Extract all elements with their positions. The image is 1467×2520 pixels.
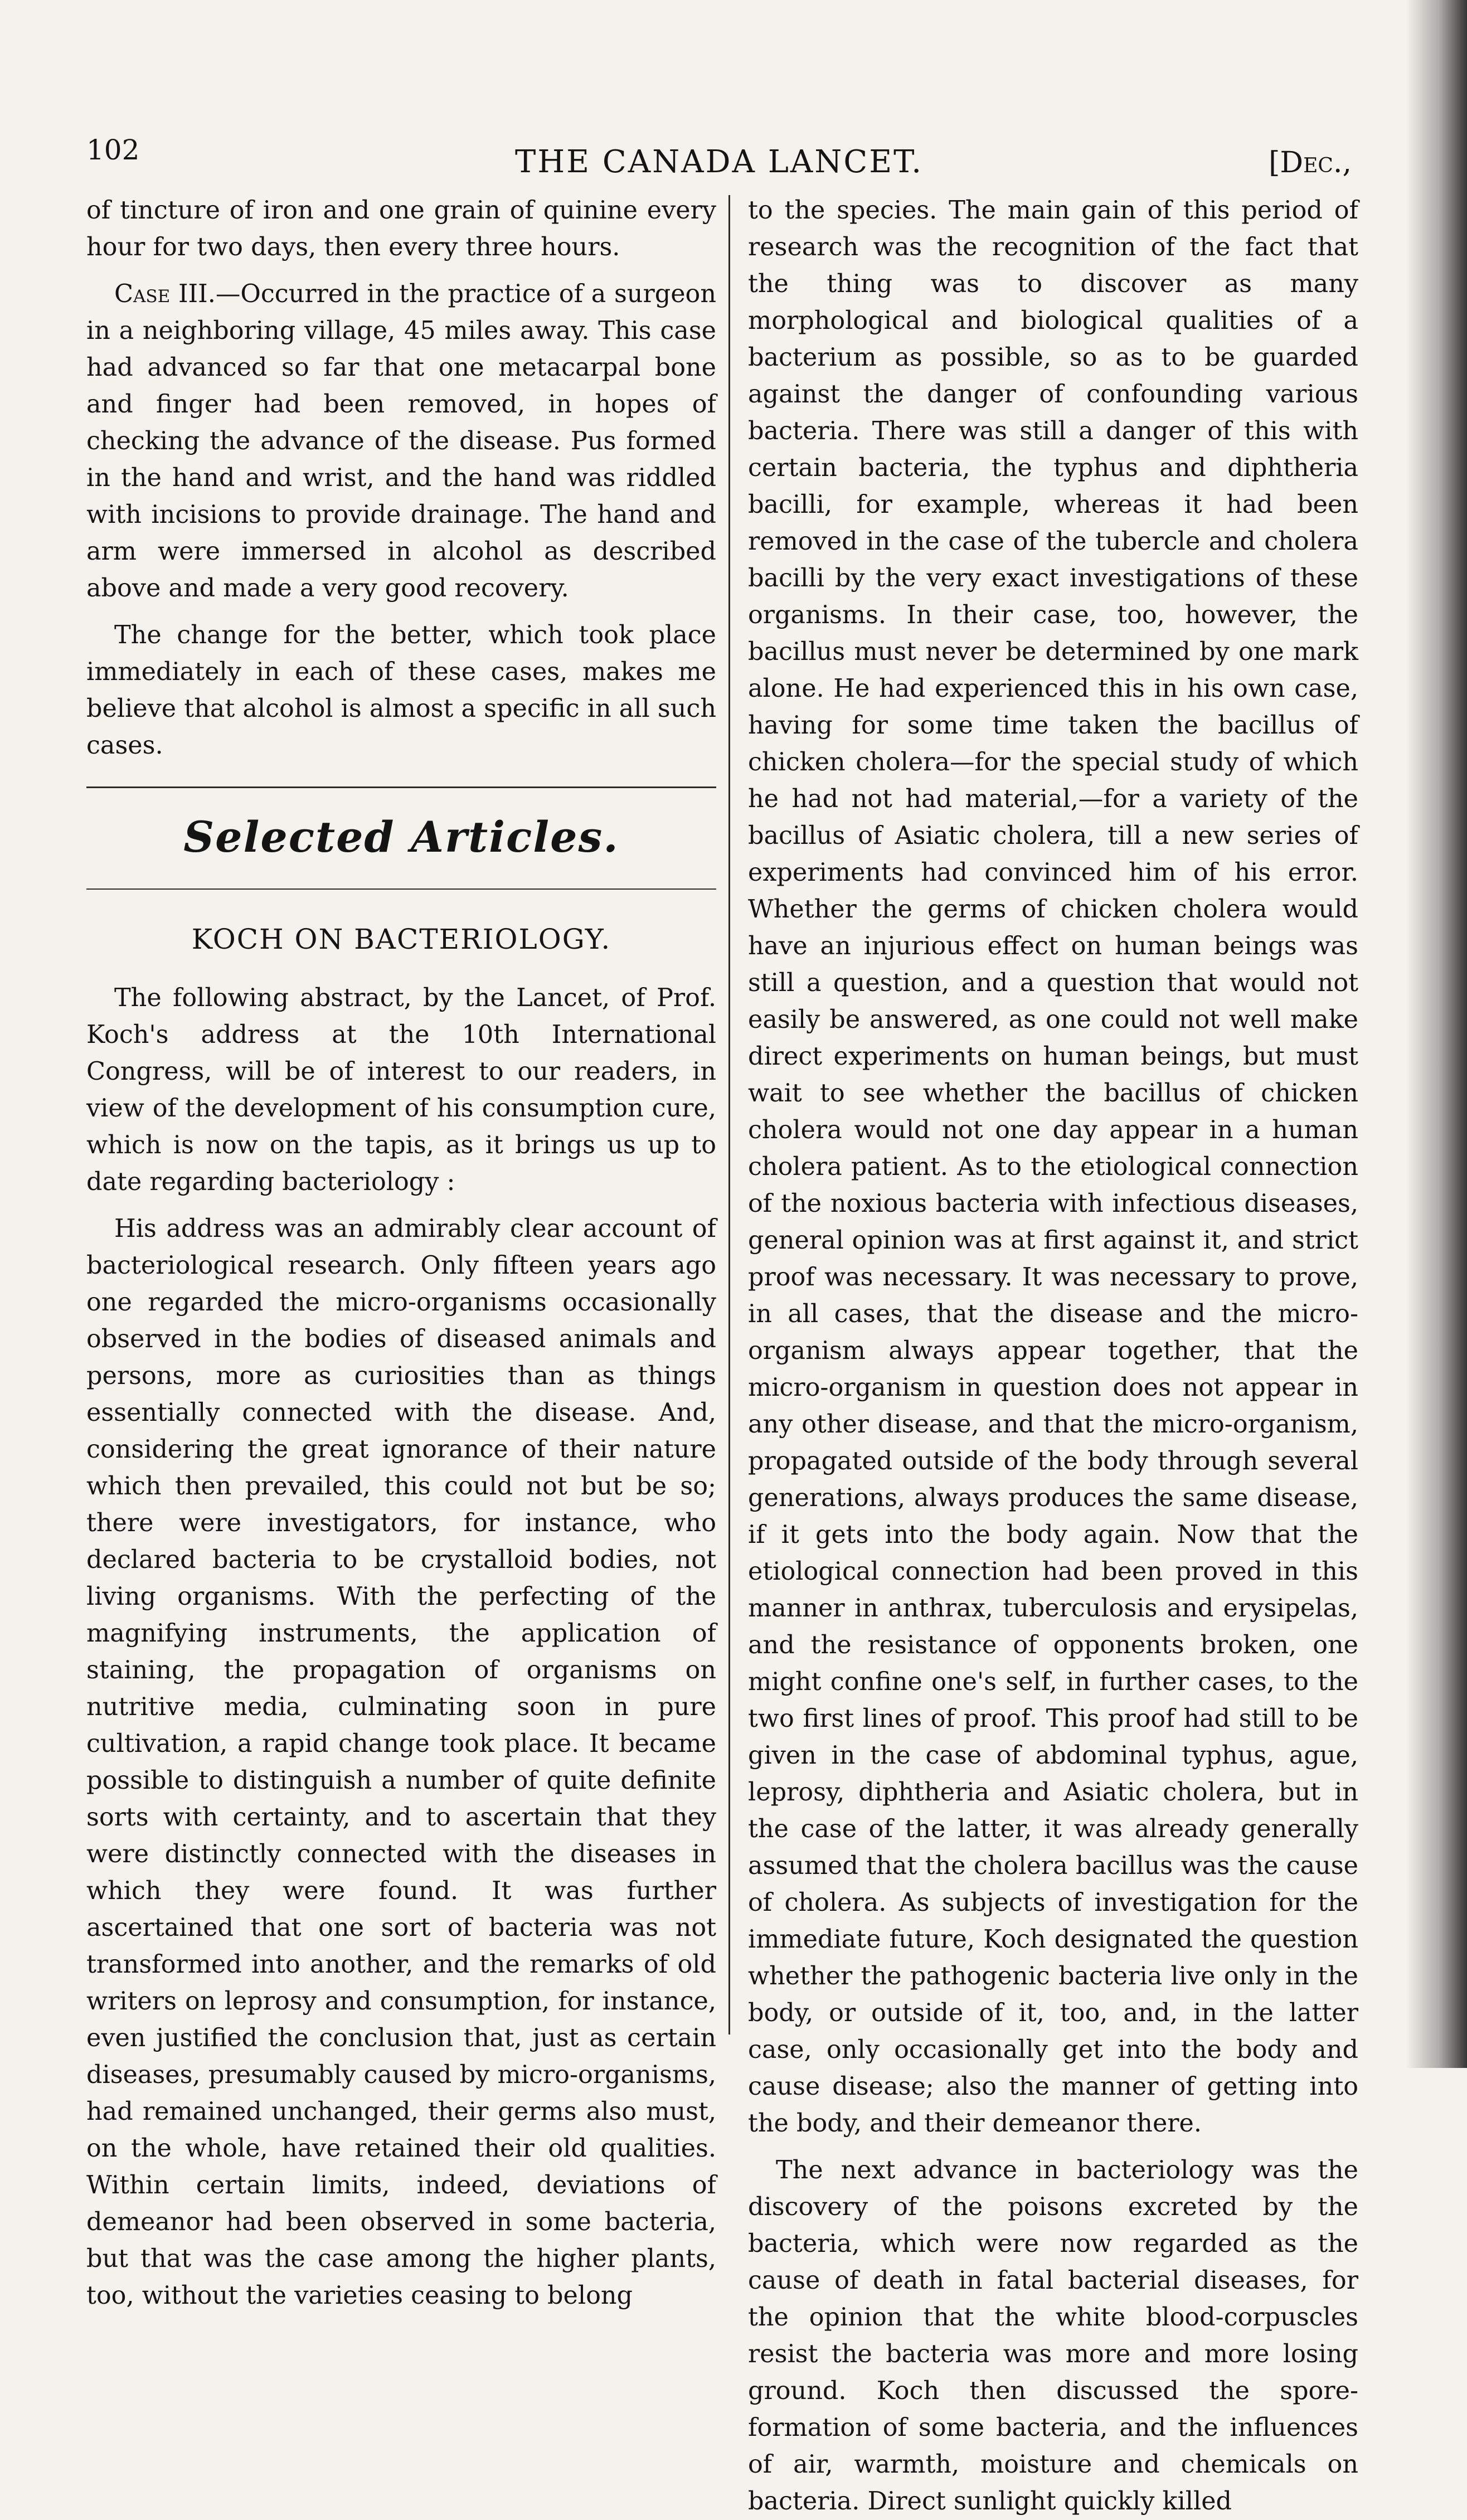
conclusion-paragraph: The change for the better, which took place immediately in each of these cases, makes me believe that alcohol is almost a specific in all such cases.: [86, 621, 716, 760]
section-heading: Selected Articles.: [183, 812, 619, 862]
column-divider: [728, 195, 730, 2035]
intro-paragraph: The following abstract, by the Lancet, of Prof. Koch's address at the 10th International Congress, will be of interest to our readers, in view of the development of his consumption cure, which is now on the tapis, as it brings us up to date regarding bacteriology :: [86, 984, 716, 1196]
right-paragraph-2: The next advance in bacteriology was the discovery of the poisons excreted by the bacteria, which were now regarded as the cause of death in fatal bacterial diseases, for the opinion that the white blood-corpuscles resist the bacteria was more and more losing ground. Koch then discussed the spore-formation of some bacteria, and the influences of air, warmth, moisture and chemicals on bacteria. Direct sunlight quickly killed: [748, 2156, 1358, 2516]
page-header: [86, 134, 1352, 184]
running-title: THE CANADA LANCET.: [514, 144, 923, 180]
continuation-paragraph: of tincture of iron and one grain of quinine every hour for two days, then every three hours.: [86, 196, 716, 261]
right-paragraph-1: to the species. The main gain of this period of research was the recognition of the fact that the thing was to discover as many morphological and biological qualities of a bacterium as possible, so as to be guarded against the danger of confounding various bacteria. There was still a danger of this with certain bacteria, the typhus and diphtheria bacilli, for example, whereas it had been removed in the case of the tubercle and cholera bacilli by the very exact investigations of these organisms. In their case, too, however, the bacillus must never be determined by one mark alone. He had experienced this in his own case, having for some time taken the bacillus of chicken cholera—for the special study of which he had not had material,—for a variety of the bacillus of Asiatic cholera, till a new series of experiments had convinced him of his error. Whether the germs of chicken cholera would have an injurious effect on human beings was still a question, and a question that would not easily be answered, as one could not well make direct experiments on human beings, but must wait to see whether the bacillus of chicken cholera would not one day appear in a human cholera patient. As to the etiological connection of the noxious bacteria with infectious diseases, general opinion was at first against it, and strict proof was necessary. It was necessary to prove, in all cases, that the disease and the micro-organism always appear together, that the micro-organism in question does not appear in any other disease, and that the micro-organism, propagated outside of the body through several generations, always produces the same disease, if it gets into the body again. Now that the etiological connection had been proved in this manner in anthrax, tuberculosis and erysipelas, and the resistance of opponents broken, one might confine one's self, in further cases, to the two first lines of proof. This proof had still to be given in the case of abdominal typhus, ague, leprosy, diphtheria and Asiatic cholera, but in the case of the latter, it was already generally assumed that the cholera bacillus was the cause of cholera. As subjects of investigation for the immediate future, Koch designated the question whether the pathogenic bacteria live only in the body, or outside of it, too, and, in the latter case, only occasionally get into the body and cause disease; also the manner of getting into the body, and their demeanor there.: [748, 196, 1358, 2138]
article-title: KOCH ON BACTERIOLOGY.: [191, 923, 611, 955]
body-paragraph: His address was an admirably clear account of bacteriological research. Only fifteen years ago one regarded the micro-organisms occasionally observed in the bodies of diseased animals and persons, more as curiosities than as things essentially connected with the disease. And, considering the great ignorance of their nature which then prevailed, this could not but be so; there were investigators, for instance, who declared bacteria to be crystalloid bodies, not living organisms. With the perfecting of the magnifying instruments, the application of staining, the propagation of organisms on nutritive media, culminating soon in pure cultivation, a rapid change took place. It became possible to distinguish a number of quite definite sorts with certainty, and to ascertain that they were distinctly connected with the diseases in which they were found. It was further ascertained that one sort of bacteria was not transformed into another, and the remarks of old writers on leprosy and consumption, for instance, even justified the conclusion that, just as certain diseases, presumably caused by micro-organisms, had remained unchanged, their germs also must, on the whole, have retained their old qualities. Within certain limits, indeed, deviations of demeanor had been observed in some bacteria, but that was the case among the higher plants, too, without the varieties ceasing to belong: [86, 1215, 716, 2310]
section-rule-top: [86, 786, 716, 788]
case-three-paragraph: [86, 276, 716, 607]
section-rule-bottom: [86, 888, 716, 890]
scan-edge-shadow: [1406, 0, 1467, 2068]
issue-month: [Dec.,: [1269, 146, 1352, 179]
left-column: [86, 192, 716, 2314]
case-three-label: Case III.: [114, 280, 216, 308]
page-number: 102: [86, 134, 140, 166]
case-three-text: —Occurred in the practice of a surgeon in a neighboring village, 45 miles away. This case had advanced so far that one metacarpal bone and finger had been removed, in hopes of checking the advance of the disease. Pus formed in the hand and wrist, and the hand was riddled with incisions to provide drainage. The hand and arm were immersed in alcohol as described above and made a very good recovery.: [86, 280, 716, 603]
right-column: [748, 192, 1358, 2520]
